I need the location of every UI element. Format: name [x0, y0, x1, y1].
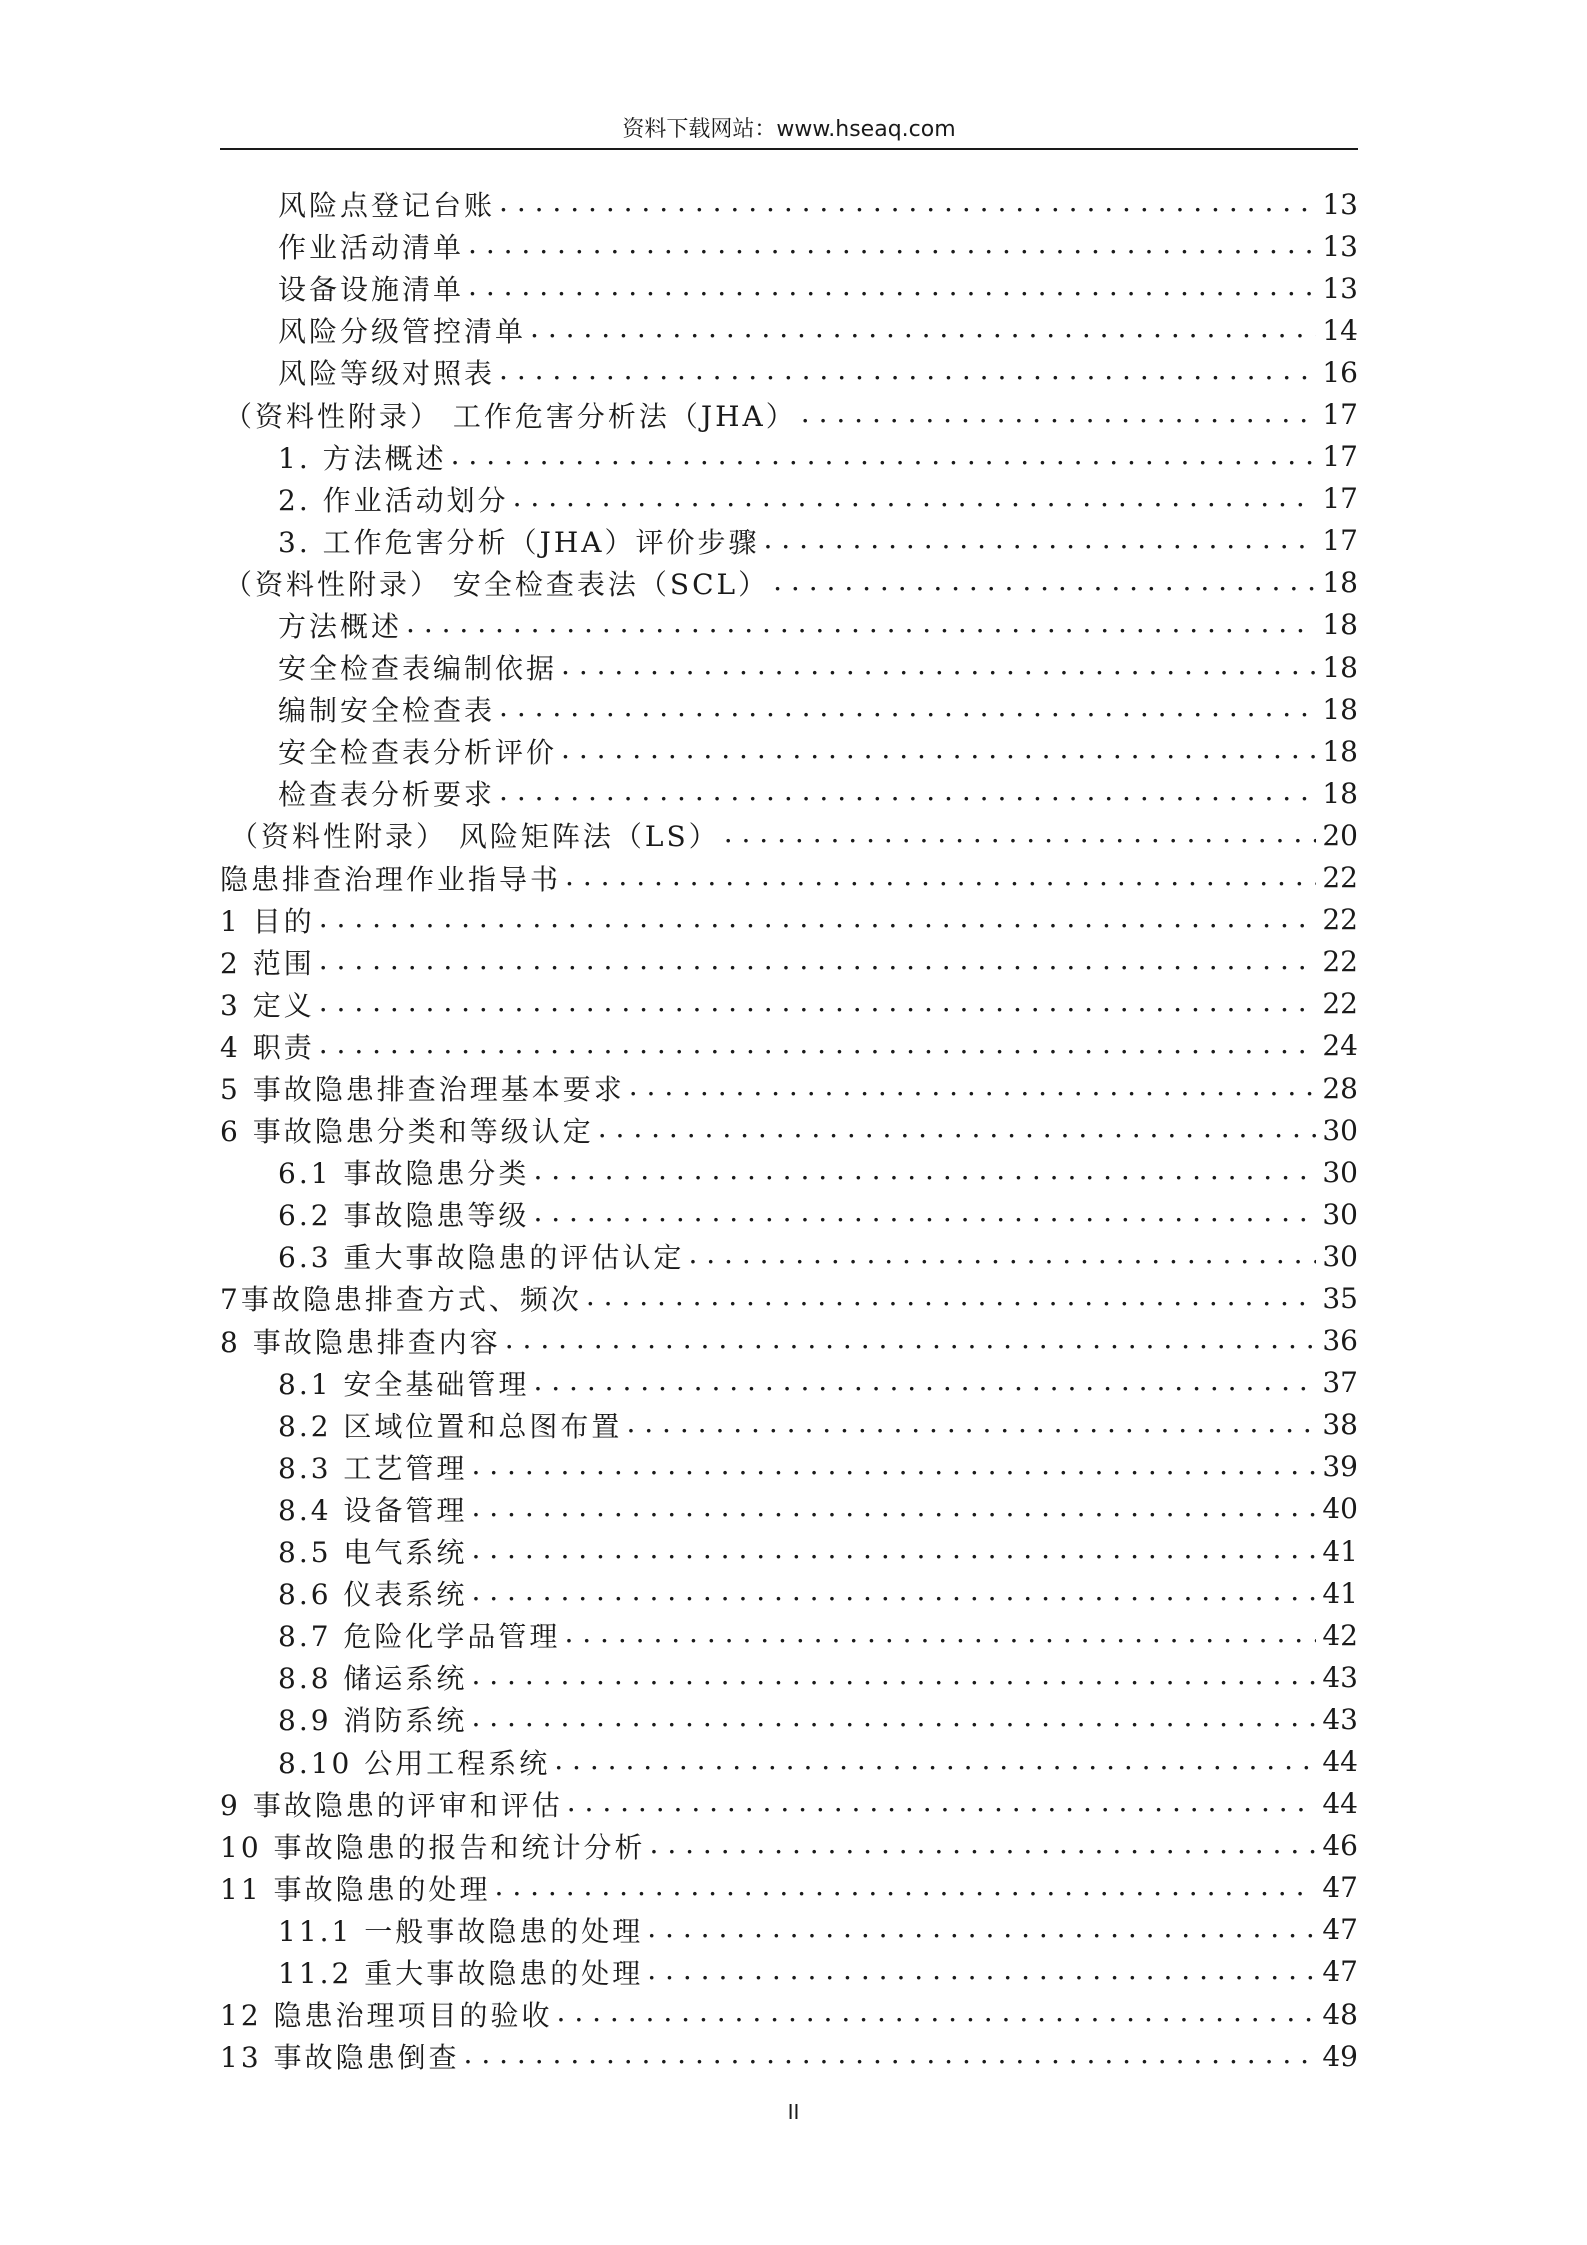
- toc-entry[interactable]: [220, 309, 1358, 351]
- toc-dot-leader: [471, 1576, 1316, 1610]
- toc-dot-leader: [557, 1997, 1317, 2031]
- toc-entry-title: 8.6 仪表系统: [278, 1573, 471, 1613]
- toc-entry[interactable]: [220, 1025, 1358, 1067]
- toc-dot-leader: [763, 524, 1316, 558]
- toc-entry-title: 8.7 危险化学品管理: [278, 1615, 564, 1655]
- toc-entry[interactable]: [220, 730, 1358, 772]
- toc-dot-leader: [650, 1829, 1317, 1863]
- toc-entry[interactable]: [220, 772, 1358, 814]
- toc-entry[interactable]: [220, 1530, 1358, 1572]
- toc-entry-page: 24: [1322, 1029, 1358, 1063]
- toc-entry-page: 36: [1322, 1324, 1358, 1358]
- toc-dot-leader: [554, 1745, 1316, 1779]
- toc-entry[interactable]: [220, 857, 1358, 899]
- toc-entry-page: 30: [1322, 1155, 1358, 1189]
- toc-entry-page: 38: [1322, 1408, 1358, 1442]
- toc-entry[interactable]: [220, 1151, 1358, 1193]
- header-rule: [220, 148, 1358, 150]
- toc-dot-leader: [319, 945, 1317, 979]
- toc-dot-leader: [533, 1197, 1316, 1231]
- toc-entry-title: 11.2 重大事故隐患的处理: [278, 1952, 647, 1992]
- page-number: II: [787, 2100, 800, 2124]
- toc-entry[interactable]: [220, 1488, 1358, 1530]
- toc-dot-leader: [505, 1324, 1317, 1358]
- toc-entry-title: 方法概述: [278, 605, 406, 645]
- toc-entry[interactable]: [220, 520, 1358, 562]
- toc-entry[interactable]: [220, 1277, 1358, 1319]
- toc-entry[interactable]: [220, 1193, 1358, 1235]
- toc-entry-page: 47: [1322, 1871, 1358, 1905]
- toc-entry-page: 13: [1322, 229, 1358, 263]
- toc-entry[interactable]: [220, 562, 1358, 604]
- toc-entry-page: 40: [1322, 1492, 1358, 1526]
- toc-entry[interactable]: [220, 1404, 1358, 1446]
- toc-dot-leader: [495, 1871, 1317, 1905]
- toc-dot-leader: [530, 313, 1316, 347]
- toc-entry-title: 11.1 一般事故隐患的处理: [278, 1910, 647, 1950]
- toc-entry[interactable]: [220, 1993, 1358, 2035]
- toc-entry-page: 43: [1322, 1660, 1358, 1694]
- toc-entry-title: 2 范围: [220, 942, 319, 982]
- toc-entry[interactable]: [220, 478, 1358, 520]
- toc-dot-leader: [471, 1660, 1316, 1694]
- toc-entry-title: 10 事故隐患的报告和统计分析: [220, 1826, 650, 1866]
- toc-entry[interactable]: [220, 1909, 1358, 1951]
- toc-entry[interactable]: [220, 1698, 1358, 1740]
- toc-entry[interactable]: [220, 604, 1358, 646]
- toc-entry[interactable]: [220, 436, 1358, 478]
- toc-dot-leader: [471, 1534, 1316, 1568]
- toc-dot-leader: [598, 1113, 1317, 1147]
- toc-entry-page: 49: [1322, 2039, 1358, 2073]
- toc-dot-leader: [319, 987, 1317, 1021]
- toc-entry[interactable]: [220, 1109, 1358, 1151]
- page-header: 资料下载网站：www.hseaq.com: [622, 117, 956, 142]
- toc-entry-title: 8.3 工艺管理: [278, 1447, 471, 1487]
- toc-entry-page: 43: [1322, 1702, 1358, 1736]
- toc-dot-leader: [468, 271, 1316, 305]
- toc-entry-page: 28: [1322, 1071, 1358, 1105]
- toc-entry-page: 30: [1322, 1113, 1358, 1147]
- toc-entry[interactable]: [220, 1783, 1358, 1825]
- toc-entry[interactable]: [220, 688, 1358, 730]
- toc-dot-leader: [586, 1281, 1317, 1315]
- toc-entry-page: 47: [1322, 1955, 1358, 1989]
- toc-entry-title: 检查表分析要求: [278, 773, 499, 813]
- toc-entry[interactable]: [220, 393, 1358, 435]
- toc-entry-title: 风险点登记台账: [278, 184, 499, 224]
- toc-entry-title: 12 隐患治理项目的验收: [220, 1994, 557, 2034]
- toc-dot-leader: [499, 355, 1316, 389]
- toc-dot-leader: [406, 608, 1316, 642]
- toc-dot-leader: [471, 1450, 1316, 1484]
- toc-entry-page: 22: [1322, 861, 1358, 895]
- toc-entry[interactable]: [220, 899, 1358, 941]
- toc-entry-title: 4 职责: [220, 1026, 319, 1066]
- toc-entry-page: 47: [1322, 1913, 1358, 1947]
- toc-entry-page: 16: [1322, 355, 1358, 389]
- toc-entry-page: 18: [1322, 734, 1358, 768]
- toc-dot-leader: [561, 650, 1316, 684]
- toc-entry-title: 风险分级管控清单: [278, 310, 530, 350]
- toc-dot-leader: [773, 566, 1316, 600]
- toc-entry-page: 17: [1322, 440, 1358, 474]
- toc-entry-title: 安全检查表编制依据: [278, 647, 561, 687]
- toc-entry-page: 18: [1322, 650, 1358, 684]
- toc-dot-leader: [801, 398, 1317, 432]
- toc-dot-leader: [499, 187, 1316, 221]
- toc-dot-leader: [533, 1366, 1316, 1400]
- toc-entry[interactable]: [220, 1320, 1358, 1362]
- toc-entry-title: 安全检查表分析评价: [278, 731, 561, 771]
- toc-entry[interactable]: [220, 646, 1358, 688]
- toc-entry-title: （资料性附录） 安全检查表法（SCL）: [224, 563, 773, 603]
- toc-entry[interactable]: [220, 1235, 1358, 1277]
- toc-entry-page: 30: [1322, 1239, 1358, 1273]
- toc-entry-title: 1 目的: [220, 900, 319, 940]
- toc-entry-title: （资料性附录） 工作危害分析法（JHA）: [224, 395, 801, 435]
- toc-entry-page: 14: [1322, 313, 1358, 347]
- toc-dot-leader: [319, 903, 1317, 937]
- toc-dot-leader: [647, 1913, 1316, 1947]
- toc-entry[interactable]: [220, 1951, 1358, 1993]
- toc-entry-page: 22: [1322, 903, 1358, 937]
- toc-entry[interactable]: [220, 183, 1358, 225]
- toc-dot-leader: [499, 776, 1316, 810]
- toc-dot-leader: [468, 229, 1316, 263]
- toc-entry-title: 作业活动清单: [278, 226, 468, 266]
- toc-entry[interactable]: [220, 1067, 1358, 1109]
- toc-dot-leader: [629, 1071, 1317, 1105]
- toc-entry[interactable]: [220, 351, 1358, 393]
- toc-entry-page: 18: [1322, 608, 1358, 642]
- toc-dot-leader: [471, 1702, 1316, 1736]
- toc-entry-page: 46: [1322, 1829, 1358, 1863]
- toc-entry-page: 18: [1322, 776, 1358, 810]
- toc-entry-page: 22: [1322, 987, 1358, 1021]
- toc-entry-page: 37: [1322, 1366, 1358, 1400]
- toc-entry-title: 7事故隐患排查方式、频次: [220, 1278, 586, 1318]
- toc-entry-title: 6.2 事故隐患等级: [278, 1194, 533, 1234]
- toc-entry-title: 隐患排查治理作业指导书: [220, 858, 565, 898]
- toc-entry-title: 13 事故隐患倒查: [220, 2036, 464, 2076]
- toc-entry-title: （资料性附录） 风险矩阵法（LS）: [230, 815, 724, 855]
- toc-entry[interactable]: [220, 1656, 1358, 1698]
- toc-entry-title: 风险等级对照表: [278, 352, 499, 392]
- toc-dot-leader: [564, 1618, 1316, 1652]
- toc-entry-title: 3. 工作危害分析（JHA）评价步骤: [278, 521, 763, 561]
- toc-entry[interactable]: [220, 1572, 1358, 1614]
- toc-dot-leader: [647, 1955, 1316, 1989]
- toc-entry-title: 8.2 区域位置和总图布置: [278, 1405, 626, 1445]
- toc-entry-title: 3 定义: [220, 984, 319, 1024]
- toc-dot-leader: [561, 734, 1316, 768]
- toc-entry-title: 8.4 设备管理: [278, 1489, 471, 1529]
- toc-entry-page: 18: [1322, 692, 1358, 726]
- toc-dot-leader: [464, 2039, 1317, 2073]
- toc-entry-page: 41: [1322, 1576, 1358, 1610]
- toc-entry-page: 13: [1322, 271, 1358, 305]
- toc-entry[interactable]: [220, 2035, 1358, 2077]
- toc-dot-leader: [319, 1029, 1317, 1063]
- toc-dot-leader: [565, 861, 1316, 895]
- toc-entry-page: 13: [1322, 187, 1358, 221]
- toc-dot-leader: [688, 1239, 1316, 1273]
- toc-entry[interactable]: [220, 941, 1358, 983]
- toc-dot-leader: [626, 1408, 1316, 1442]
- toc-entry-page: 17: [1322, 524, 1358, 558]
- toc-entry-page: 18: [1322, 566, 1358, 600]
- toc-dot-leader: [724, 818, 1317, 852]
- toc-entry-page: 17: [1322, 398, 1358, 432]
- toc-entry[interactable]: [220, 814, 1358, 856]
- toc-entry[interactable]: [220, 1614, 1358, 1656]
- toc-entry-title: 8.10 公用工程系统: [278, 1742, 554, 1782]
- toc-entry-title: 8.5 电气系统: [278, 1531, 471, 1571]
- toc-entry-page: 39: [1322, 1450, 1358, 1484]
- toc-dot-leader: [451, 440, 1317, 474]
- toc-entry-title: 编制安全检查表: [278, 689, 499, 729]
- toc-entry-page: 20: [1322, 818, 1358, 852]
- toc-entry-title: 1. 方法概述: [278, 437, 451, 477]
- toc-entry-page: 44: [1322, 1745, 1358, 1779]
- toc-entry[interactable]: [220, 1825, 1358, 1867]
- toc-entry[interactable]: [220, 1362, 1358, 1404]
- toc-entry-page: 48: [1322, 1997, 1358, 2031]
- toc-entry-page: 44: [1322, 1787, 1358, 1821]
- toc-entry[interactable]: [220, 267, 1358, 309]
- toc-entry-page: 17: [1322, 482, 1358, 516]
- toc-entry-title: 6.3 重大事故隐患的评估认定: [278, 1236, 688, 1276]
- toc-entry-title: 8.8 储运系统: [278, 1657, 471, 1697]
- toc-dot-leader: [499, 692, 1316, 726]
- toc-entry[interactable]: [220, 1740, 1358, 1782]
- toc-entry-title: 6 事故隐患分类和等级认定: [220, 1110, 598, 1150]
- toc-entry-title: 8.9 消防系统: [278, 1699, 471, 1739]
- toc-entry-page: 35: [1322, 1281, 1358, 1315]
- toc-entry-title: 8.1 安全基础管理: [278, 1363, 533, 1403]
- toc-entry-title: 11 事故隐患的处理: [220, 1868, 495, 1908]
- toc-dot-leader: [533, 1155, 1316, 1189]
- toc-entry[interactable]: [220, 225, 1358, 267]
- toc-dot-leader: [471, 1492, 1316, 1526]
- toc-entry[interactable]: [220, 1446, 1358, 1488]
- toc-entry-page: 41: [1322, 1534, 1358, 1568]
- toc-entry-title: 2. 作业活动划分: [278, 479, 513, 519]
- toc-entry-title: 5 事故隐患排查治理基本要求: [220, 1068, 629, 1108]
- toc-entry-title: 6.1 事故隐患分类: [278, 1152, 533, 1192]
- toc-dot-leader: [567, 1787, 1317, 1821]
- toc-entry-page: 42: [1322, 1618, 1358, 1652]
- toc-entry-page: 22: [1322, 945, 1358, 979]
- toc-entry[interactable]: [220, 983, 1358, 1025]
- table-of-contents: [220, 183, 1358, 2077]
- toc-entry-title: 9 事故隐患的评审和评估: [220, 1784, 567, 1824]
- toc-entry[interactable]: [220, 1867, 1358, 1909]
- toc-entry-page: 30: [1322, 1197, 1358, 1231]
- toc-entry-title: 设备设施清单: [278, 268, 468, 308]
- toc-dot-leader: [513, 482, 1317, 516]
- toc-entry-title: 8 事故隐患排查内容: [220, 1321, 505, 1361]
